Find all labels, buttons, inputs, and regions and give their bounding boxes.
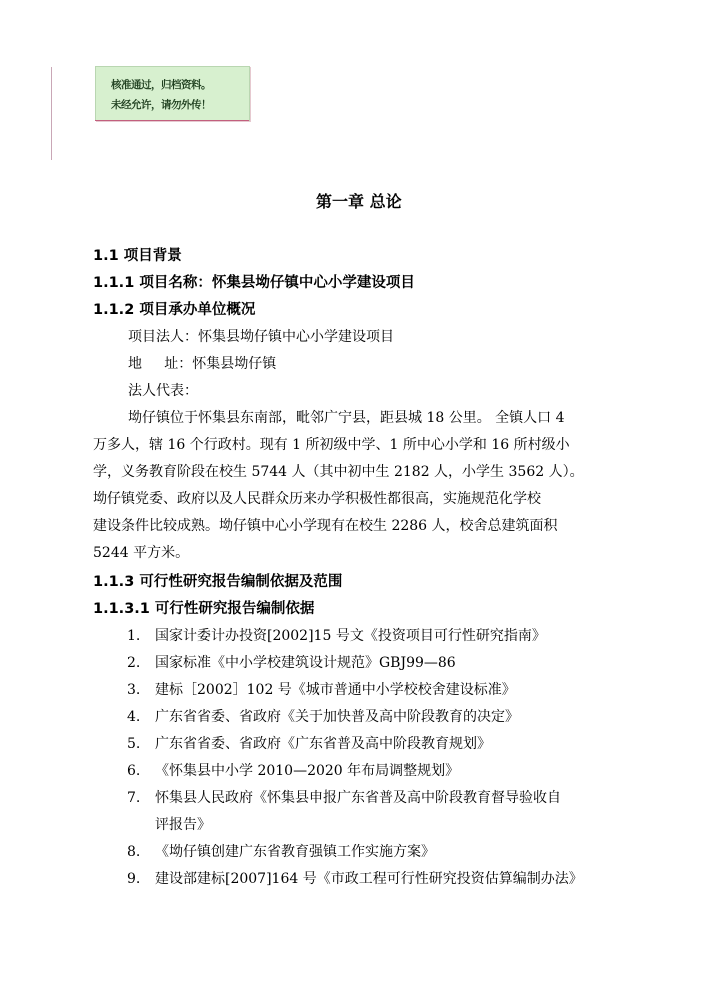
approval-stamp <box>95 66 250 121</box>
list-item-text: 建设部建标[2007]164 号《市政工程可行性研究投资估算编制办法》 <box>155 871 583 887</box>
stamp-line-2: 未经允许，请勿外传！ <box>111 99 211 111</box>
list-item-number: 5. <box>127 736 141 752</box>
paragraph-line: 学，义务教育阶段在校生 5744 人（其中初中生 2182 人，小学生 3562 人）。 <box>93 464 584 480</box>
list-item-text: 评报告》 <box>155 817 211 833</box>
heading-1-1-3-1: 1.1.3.1 可行性研究报告编制依据 <box>93 601 315 617</box>
list-item <box>127 680 516 700</box>
margin-marker-line <box>51 67 52 160</box>
list-item-number: 1. <box>127 628 141 644</box>
list-item-number: 6. <box>127 763 141 779</box>
stamp-line-1: 核准通过，归档资料。 <box>111 79 211 91</box>
heading-1-1-2: 1.1.2 项目承办单位概况 <box>93 302 256 318</box>
list-item-number: 7. <box>127 790 141 806</box>
list-item-text: 《怀集县中小学 2010—2020 年布局调整规划》 <box>155 763 460 779</box>
list-item <box>127 653 456 673</box>
list-item-text: 怀集县人民政府《怀集县申报广东省普及高中阶段教育督导验收自 <box>155 790 561 806</box>
paragraph-line: 万多人，辖 16 个行政村。现有 1 所初级中学、1 所中心小学和 16 所村级小 <box>93 437 570 453</box>
heading-1-1-3: 1.1.3 可行性研究报告编制依据及范围 <box>93 574 343 590</box>
list-item-text: 建标［2002］102 号《城市普通中小学校校舍建设标准》 <box>155 682 516 698</box>
list-item-number: 9. <box>127 871 141 887</box>
list-item-number: 3. <box>127 682 141 698</box>
legal-entity: 项目法人：怀集县坳仔镇中心小学建设项目 <box>128 329 394 345</box>
list-item-text: 广东省省委、省政府《广东省普及高中阶段教育规划》 <box>155 736 491 752</box>
paragraph-line: 5244 平方米。 <box>93 545 190 561</box>
list-item <box>127 788 561 808</box>
heading-1-1-1: 1.1.1 项目名称：怀集县坳仔镇中心小学建设项目 <box>93 275 415 291</box>
list-item-number: 2. <box>127 655 141 671</box>
paragraph-line: 坳仔镇党委、政府以及人民群众历来办学积极性都很高，实施规范化学校 <box>93 491 541 507</box>
paragraph-line: 建设条件比较成熟。坳仔镇中心小学现有在校生 2286 人，校舍总建筑面积 <box>93 518 558 534</box>
list-item-text: 广东省省委、省政府《关于加快普及高中阶段教育的决定》 <box>155 709 519 725</box>
stamp-underline <box>95 120 249 121</box>
heading-1-1: 1.1 项目背景 <box>93 248 182 264</box>
legal-representative: 法人代表： <box>128 383 198 399</box>
address: 地 址：怀集县坳仔镇 <box>128 356 277 372</box>
list-item <box>127 626 546 646</box>
list-item-number: 4. <box>127 709 141 725</box>
list-item <box>127 842 435 862</box>
list-item <box>127 869 583 889</box>
list-item-number: 8. <box>127 844 141 860</box>
list-item <box>127 734 491 754</box>
list-item-text: 国家计委计办投资[2002]15 号文《投资项目可行性研究指南》 <box>155 628 546 644</box>
paragraph-line: 坳仔镇位于怀集县东南部，毗邻广宁县，距县城 18 公里。 全镇人口 4 <box>128 410 565 426</box>
list-item <box>127 815 211 835</box>
list-item-text: 《坳仔镇创建广东省教育强镇工作实施方案》 <box>155 844 435 860</box>
list-item <box>127 761 459 781</box>
list-item <box>127 707 519 727</box>
list-item-text: 国家标准《中小学校建筑设计规范》GBJ99—86 <box>155 655 456 671</box>
chapter-title: 第一章 总论 <box>316 192 402 211</box>
